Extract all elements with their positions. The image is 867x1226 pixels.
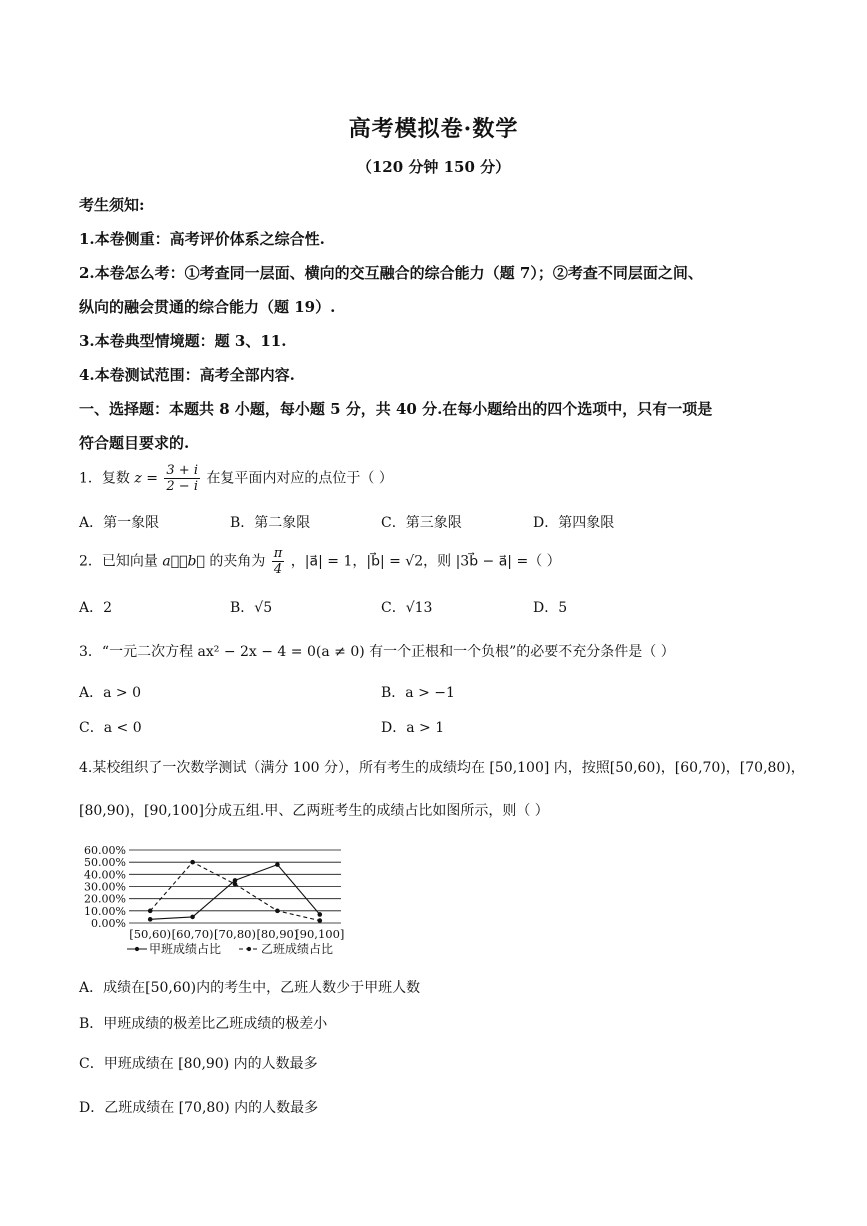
page-title: 高考模拟卷·数学 [348, 116, 519, 142]
chart-x-ticks [129, 927, 344, 941]
section-heading-line1: 一、选择题：本题共 8 小题，每小题 5 分，共 40 分.在每小题给出的四个选项中，只有一项是 [79, 400, 713, 418]
q2-condition: ，|a⃗| = 1，|b⃗| = √2，则 |3b⃗ − a⃗| =（ ） [290, 553, 561, 570]
q1-denominator: 2 − i [166, 479, 198, 494]
q3-option-a: A．a > 0 [79, 685, 141, 701]
chart-legend-marker-2 [247, 947, 251, 951]
chart-legend-marker-1 [135, 947, 139, 951]
notice-item-2b: 纵向的融会贯通的综合能力（题 19）. [79, 298, 336, 316]
chart-grid [129, 850, 341, 923]
chart-legend [127, 941, 333, 956]
chart-x-tick-label: [80,90) [256, 927, 299, 941]
chart-y-tick-label: 40.00% [84, 868, 126, 882]
q1-option-d: D．第四象限 [533, 515, 615, 531]
chart-data-point [318, 912, 323, 917]
q2-prefix: 2．已知向量 [79, 553, 158, 570]
q1-option-a: A．第一象限 [79, 515, 160, 531]
chart-y-tick-label: 20.00% [84, 892, 126, 906]
notice-item-3: 3.本卷典型情境题：题 3、11. [79, 332, 287, 350]
notice-item-4: 4.本卷测试范围：高考全部内容. [79, 366, 295, 384]
q2-denominator: 4 [273, 562, 283, 577]
q1-var: z = [134, 470, 158, 487]
page-subtitle: （120 分钟 150 分） [356, 158, 511, 176]
q2-option-a: A．2 [79, 600, 113, 616]
q4-option-b: B．甲班成绩的极差比乙班成绩的极差小 [79, 1016, 328, 1032]
section-heading-line2: 符合题目要求的. [79, 434, 190, 452]
chart-x-tick-label: [90,100] [295, 927, 345, 941]
q1-suffix: 在复平面内对应的点位于（ ） [206, 470, 393, 487]
notice-heading: 考生须知: [79, 196, 145, 214]
q2-mid: 的夹角为 [209, 553, 266, 570]
chart-y-tick-label: 30.00% [84, 880, 126, 894]
q2-vectors: a⃗，b⃗ [162, 553, 205, 570]
q1-option-b: B．第二象限 [230, 515, 311, 531]
chart-x-tick-label: [70,80) [214, 927, 256, 941]
question-1 [79, 463, 393, 494]
q4-option-d: D．乙班成绩在 [70,80) 内的人数最多 [79, 1100, 319, 1116]
chart-series [148, 860, 322, 923]
q2-option-b: B．√5 [230, 600, 273, 616]
q4-option-a: A．成绩在[50,60)内的考生中，乙班人数少于甲班人数 [79, 980, 421, 996]
chart-data-point [233, 882, 238, 887]
q4-option-c: C．甲班成绩在 [80,90) 内的人数最多 [79, 1056, 318, 1072]
chart-x-tick-label: [60,70) [171, 927, 214, 941]
q2-option-c: C．√13 [381, 600, 433, 616]
chart-y-tick-label: 60.00% [84, 844, 126, 857]
score-line-chart [79, 838, 379, 963]
chart-legend-label-2: 乙班成绩占比 [261, 942, 334, 956]
chart-y-tick-label: 50.00% [84, 856, 126, 870]
chart-y-ticks [84, 844, 126, 930]
chart-y-tick-label: 10.00% [84, 904, 126, 918]
chart-data-point [148, 909, 153, 914]
q3-option-b: B．a > −1 [381, 685, 455, 701]
q2-option-d: D．5 [533, 600, 568, 616]
q3-option-c: C．a < 0 [79, 720, 142, 736]
chart-legend-label-1: 甲班成绩占比 [149, 942, 222, 956]
q3-option-d: D．a > 1 [381, 720, 445, 736]
question-4-line2: [80,90)，[90,100]分成五组.甲、乙两班考生的成绩占比如图所示，则（ ） [79, 803, 549, 819]
chart-data-point [190, 915, 195, 920]
chart-x-tick-label: [50,60) [129, 927, 172, 941]
notice-item-2a: 2.本卷怎么考：①考查同一层面、横向的交互融合的综合能力（题 7）；②考查不同层面之间、 [79, 264, 703, 282]
chart-data-point [275, 862, 280, 867]
chart-y-tick-label: 0.00% [91, 917, 126, 930]
question-3: 3．“一元二次方程 ax² − 2x − 4 = 0(a ≠ 0) 有一个正根和一个负根”的必要不充分条件是（ ） [79, 644, 675, 660]
q2-numerator: π [273, 546, 283, 561]
q1-prefix: 1．复数 [79, 470, 130, 487]
chart-data-point [148, 917, 153, 922]
chart-data-point [318, 918, 323, 923]
q1-option-c: C．第三象限 [381, 515, 462, 531]
q1-fraction [164, 463, 200, 494]
q1-numerator: 3 + i [166, 463, 198, 478]
question-4-line1: 4.某校组织了一次数学测试（满分 100 分），所有考生的成绩均在 [50,100] 内，按照[50,60)，[60,70)，[70,80)， [79, 760, 805, 776]
chart-data-point [275, 909, 280, 914]
q2-fraction [272, 546, 285, 577]
chart-data-point [190, 860, 195, 865]
chart-series-line-2 [150, 862, 320, 920]
notice-item-1: 1.本卷侧重：高考评价体系之综合性. [79, 230, 325, 248]
question-2 [79, 546, 561, 577]
